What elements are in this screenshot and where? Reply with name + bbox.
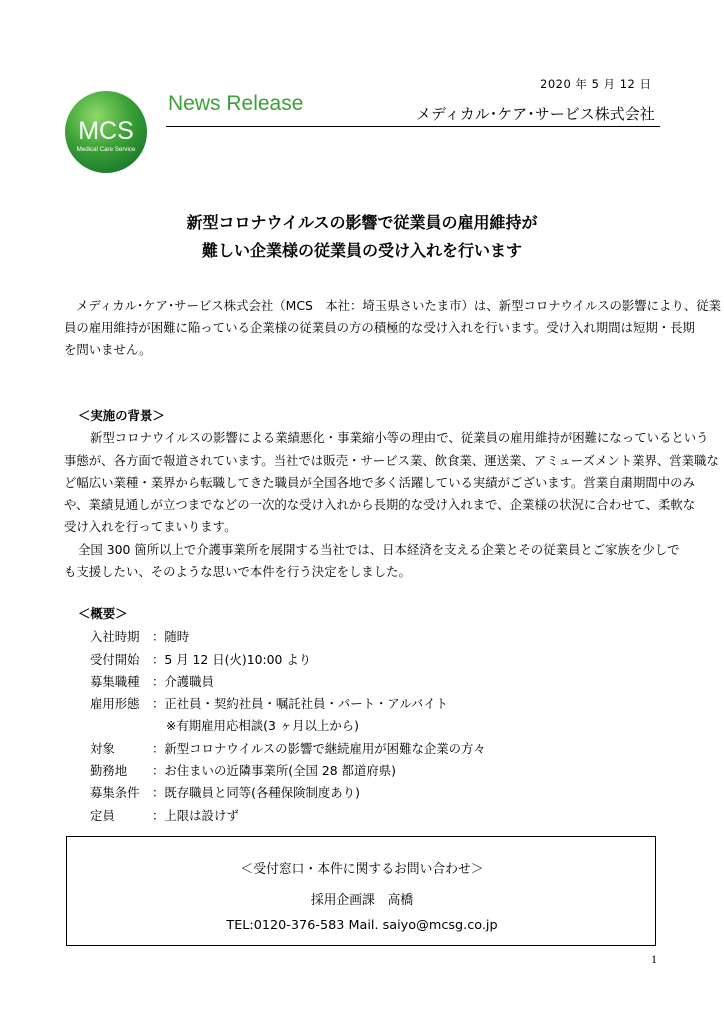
overview-key: 募集条件 [90,785,140,800]
news-release-label: News Release [168,92,304,115]
intro-line: を問いません。 [64,342,152,357]
overview-value: ：お住まいの近隣事業所(全国 28 都道府県) [152,763,396,778]
overview-heading: ＜概要＞ [78,606,128,621]
svg-text:Medical Care Service: Medical Care Service [76,146,136,153]
overview-value: ：5 月 12 日(火)10:00 より [152,652,312,667]
background-heading: ＜実施の背景＞ [78,408,165,423]
contact-heading: ＜受付窓口・本件に関するお問い合わせ＞ [240,862,484,877]
overview-key: 定員 [90,808,115,823]
contact-person: 採用企画課 高橋 [310,893,414,908]
overview-key: 入社時期 [90,629,140,644]
background-line: 受け入れを行ってまいります。 [64,519,237,534]
overview-key: 対象 [90,741,115,756]
overview-value: ：既存職員と同等(各種保険制度あり) [152,785,360,800]
background-line: 新型コロナウイルスの影響による業績悪化・事業縮小等の理由で、従業員の雇用維持が困難になっているという [90,430,709,445]
overview-value: ：新型コロナウイルスの影響で継続雇用が困難な企業の方々 [152,741,486,756]
svg-text:MCS: MCS [78,117,134,145]
overview-value: ：随時 [152,629,190,644]
overview-value: ：正社員・契約社員・嘱託社員・パート・アルバイト [152,696,449,711]
title-line-1: 新型コロナウイルスの影響で従業員の雇用維持が [186,213,538,232]
title-line-2: 難しい企業様の従業員の受け入れを行います [201,241,522,260]
overview-key: 勤務地 [90,763,128,778]
header-divider [166,126,660,127]
overview-key: 募集職種 [90,674,140,689]
mcs-logo [64,90,148,174]
company-name: メディカル･ケア･サービス株式会社 [416,105,655,123]
background-line: 全国 300 箇所以上で介護事業所を展開する当社では、日本経済を支える企業とその従業員とご家族を少しで [78,542,680,557]
release-date: 2020 年 5 月 12 日 [540,77,652,91]
overview-key: 受付開始 [90,652,140,667]
background-line: ど幅広い業種・業界から転職してきた職員が全国各地で多く活躍している実績がございます。営業自粛期間中のみ [64,475,695,490]
overview-key: 雇用形態 [90,696,140,711]
intro-line: メディカル･ケア･サービス株式会社（MCS 本社：埼玉県さいたま市）は、新型コロナウイルスの影響により、従業 [76,298,722,313]
overview-value: ：介護職員 [152,674,214,689]
intro-line: 員の雇用維持が困難に陥っている企業様の従業員の方の積極的な受け入れを行います。受け入れ期間は短期・長期 [64,320,695,335]
overview-value: ：上限は設けず [152,808,239,823]
background-line: 事態が、各方面で報道されています。当社では販売・サービス業、飲食業、運送業、アミューズメント業界、営業職な [64,453,719,468]
background-line: も支援したい、そのような思いで本件を行う決定をしました。 [64,564,411,579]
overview-note: ※有期雇用応相談(3 ヶ月以上から) [166,718,359,733]
background-line: や、業績見通しが立つまでなどの一次的な受け入れから長期的な受け入れまで、企業様の状況に合わせて、柔軟な [64,497,696,512]
contact-tel-mail: TEL:0120-376-583 Mail. saiyo@mcsg.co.jp [226,918,498,933]
page-number: 1 [651,952,657,966]
